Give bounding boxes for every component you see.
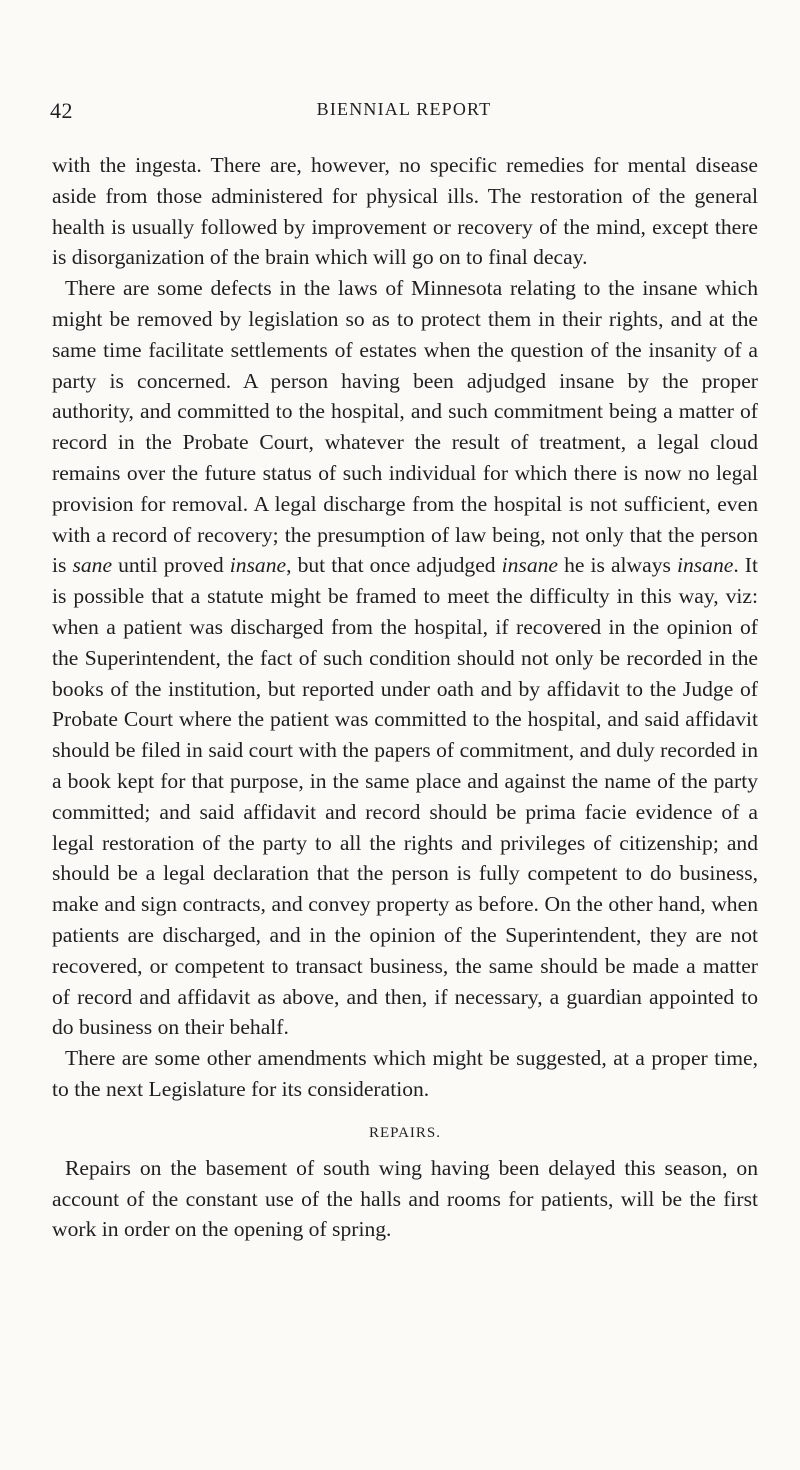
italic-insane-3: insane (676, 553, 734, 578)
italic-sane: sane (72, 553, 113, 578)
section-heading-repairs: REPAIRS. (368, 1124, 442, 1141)
paragraph-3-text: There are some other amendments which might be suggested, at a proper time, to the next Legislature for its consideration. (52, 1046, 758, 1101)
paragraph-2-text-e: . It is possible that a statute might be framed to meet the difficulty in this way, viz: when a patient was discharged from the hospital, if recovered in the opinion of the Superintendent, the fact of such condition should not only be recorded in the books of the institution, but reported under oath and by affidavit to the Judge of Probate Court where the patient was committed to the hospital, and said affidavit should be filed in said court with the papers of commitment, and duly recorded in a book kept for that purpose, in the same place and against the name of the party committed; and said affidavit and record should be prima facie evidence of a legal restoration of the party to all the rights and privileges of citizenship; and should be a legal declaration that the person is fully competent to do business, make and sign contracts, and convey property as before. On the other hand, when patients are discharged, and in the opinion of the Superintendent, they are not recovered, or competent to transact business, the same should be made a matter of record and affidavit as above, and then, if necessary, a guardian appointed to do business on their behalf. (52, 553, 758, 1040)
italic-insane-2: insane (501, 553, 559, 578)
paragraph-2-text-d: he is always (558, 553, 677, 578)
repairs-paragraph (52, 1153, 758, 1245)
paragraph-2 (52, 273, 758, 1043)
paragraph-2-text-a: There are some defects in the laws of Minnesota relating to the insane which might be removed by legislation so as to protect them in their rights, and at the same time facilitate settlements of estates when the question of the insanity of a party is concerned. A person having been adjudged insane by the proper authority, and committed to the hospital, and such commitment being a matter of record in the Probate Court, whatever the result of treatment, a legal cloud remains over the future status of such individual for which there is now no legal provision for removal. A legal discharge from the hospital is not sufficient, even with a record of recovery; the presumption of law being, not only that the person is (52, 276, 758, 578)
italic-insane-1: insane (229, 553, 287, 578)
paragraph-2-text-b: until proved (112, 553, 230, 578)
paragraph-1 (52, 150, 758, 273)
paragraph-1-text: with the ingesta. There are, however, no specific remedies for mental disease aside from those administered for physical ills. The restoration of the general health is usually followed by improvement or recovery of the mind, except there is disorganization of the brain which will go on to final decay. (52, 153, 758, 270)
body-text (52, 150, 758, 1245)
repairs-paragraph-text: Repairs on the basement of south wing having been delayed this season, on account of the constant use of the halls and rooms for patients, will be the first work in order on the opening of spring. (52, 1155, 758, 1242)
paragraph-3 (52, 1043, 758, 1105)
paragraph-2-text-c: , but that once adjudged (286, 553, 502, 578)
page-header (50, 98, 758, 128)
running-head: BIENNIAL REPORT (316, 99, 492, 119)
page-number: 42 (50, 98, 73, 123)
